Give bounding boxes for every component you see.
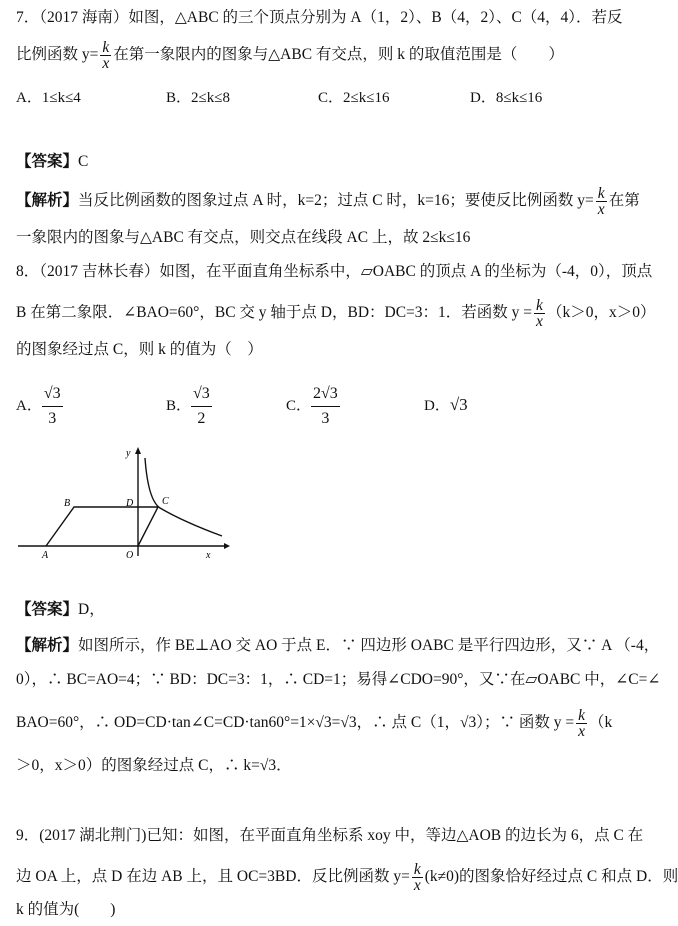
q7-option-a: A．1≤k≤4 xyxy=(16,90,81,106)
q7-analysis-text-1b: 在第 xyxy=(608,192,640,210)
fig-label-o: O xyxy=(126,550,134,561)
q7-line-2 xyxy=(16,40,564,71)
q9-line-2 xyxy=(16,862,678,893)
fig-label-c: C xyxy=(162,496,169,507)
q7-analysis-line-1 xyxy=(16,186,640,217)
q9-line-1: 9．(2017 湖北荆门)已知：如图，在平面直角坐标系 xoy 中，等边△AOB 的边长为 6，点 C 在 xyxy=(16,827,644,844)
fig-label-b: B xyxy=(64,498,71,509)
q9-line-2-b: (k≠0)的图象恰好经过点 C 和点 D．则 xyxy=(424,868,678,886)
q8-option-a xyxy=(16,384,63,429)
q8-answer-value: D， xyxy=(78,601,105,618)
q7-line-2-a: 比例函数 y= xyxy=(16,46,99,64)
q8-analysis-tag: 【解析】 xyxy=(16,637,79,654)
q8-analysis-line-1 xyxy=(16,636,659,656)
q7-option-b: B．2≤k≤8 xyxy=(166,90,230,106)
q8-analysis-text-3b: （k xyxy=(589,714,613,732)
q7-line-2-b: 在第一象限内的图象与△ABC 有交点，则 k 的取值范围是（ ） xyxy=(113,46,564,64)
q8-analysis-text-1: 如图所示，作 BE⊥AO 交 AO 于点 E．∵ 四边形 OABC 是平行四边形，又∵ A （-4， xyxy=(78,637,660,654)
q8-line-2-b: （k＞0，x＞0） xyxy=(546,304,656,322)
q8-answer-tag: 【答案】 xyxy=(16,601,79,618)
q8-line-2 xyxy=(16,298,655,329)
q8-option-c-fraction: $\frac{2√3}{3}$ xyxy=(313,385,338,427)
q9-line-2-a: 边 OA 上，点 D 在边 AB 上，且 OC=3BD．反比例函数 y= xyxy=(16,868,410,886)
q8-line-1: 8．（2017 吉林长春）如图，在平面直角坐标系中，▱OABC 的顶点 A 的坐标为（-4，0），顶点 xyxy=(16,263,653,280)
q8-option-b xyxy=(166,384,212,429)
q8-option-c xyxy=(286,384,340,429)
q8-option-d xyxy=(424,394,468,415)
q8-option-a-label: A． xyxy=(16,397,42,414)
q8-line-2-a: B 在第二象限．∠BAO=60°，BC 交 y 轴于点 D，BD：DC=3：1．若函数 y = xyxy=(16,304,533,322)
q7-analysis-text-1: 当反比例函数的图象过点 A 时，k=2；过点 C 时，k=16；要使反比例函数 y= xyxy=(78,192,594,210)
q7-analysis-tag: 【解析】 xyxy=(16,192,79,210)
q8-option-d-value: √3 xyxy=(449,395,468,414)
fig-label-x: x xyxy=(206,550,211,561)
q8-answer xyxy=(16,600,105,620)
q8-analysis-text-3: BAO=60°，∴ OD=CD·tan∠C=CD·tan60°=1×√3=√3，∴ 点 C（1，√3）；∵ 函数 y = xyxy=(16,714,575,732)
fig-label-y: y xyxy=(126,448,131,459)
q8-analysis-fraction: $\frac{k}{x}$ xyxy=(578,707,586,740)
q9-fraction: $\frac{k}{x}$ xyxy=(413,861,421,894)
q7-option-d: D．8≤k≤16 xyxy=(470,90,543,106)
q7-answer-tag: 【答案】 xyxy=(16,153,79,170)
q8-option-a-fraction: $\frac{√3}{3}$ xyxy=(43,385,61,427)
q7-line-1: 7．（2017 海南）如图，△ABC 的三个顶点分别为 A（1，2）、B（4，2）、C（4，4）．若反 xyxy=(16,9,623,26)
q8-option-b-label: B． xyxy=(166,397,192,414)
q8-analysis-line-2: 0），∴ BC=AO=4；∵ BD：DC=3：1，∴ CD=1；易得∠CDO=90°，又∵在▱OABC 中，∠C=∠ xyxy=(16,671,661,688)
fig-label-d: D xyxy=(126,498,134,509)
q9-line-3: k 的值为( ) xyxy=(16,901,116,918)
q8-fraction: $\frac{k}{x}$ xyxy=(536,297,543,330)
q7-answer xyxy=(16,152,88,172)
q8-line-3: 的图象经过点 C，则 k 的值为（ ） xyxy=(16,341,263,358)
q7-answer-value: C xyxy=(78,153,89,170)
q7-fraction: $\frac{k}{x}$ xyxy=(102,39,110,72)
q8-option-c-label: C． xyxy=(286,397,312,414)
q7-analysis-line-2: 一象限内的图象与△ABC 有交点，则交点在线段 AC 上，故 2≤k≤16 xyxy=(16,229,471,246)
fig-label-a: A xyxy=(42,550,49,561)
q8-option-d-label: D． xyxy=(424,398,450,414)
q7-option-c: C．2≤k≤16 xyxy=(318,90,390,106)
q7-analysis-fraction: $\frac{k}{x}$ xyxy=(597,185,605,218)
q8-option-b-fraction: $\frac{√3}{2}$ xyxy=(193,385,210,427)
q8-analysis-line-4: ＞0，x＞0）的图象经过点 C，∴ k=√3． xyxy=(16,757,292,774)
q8-figure xyxy=(14,444,234,564)
q8-analysis-line-3 xyxy=(16,708,612,739)
